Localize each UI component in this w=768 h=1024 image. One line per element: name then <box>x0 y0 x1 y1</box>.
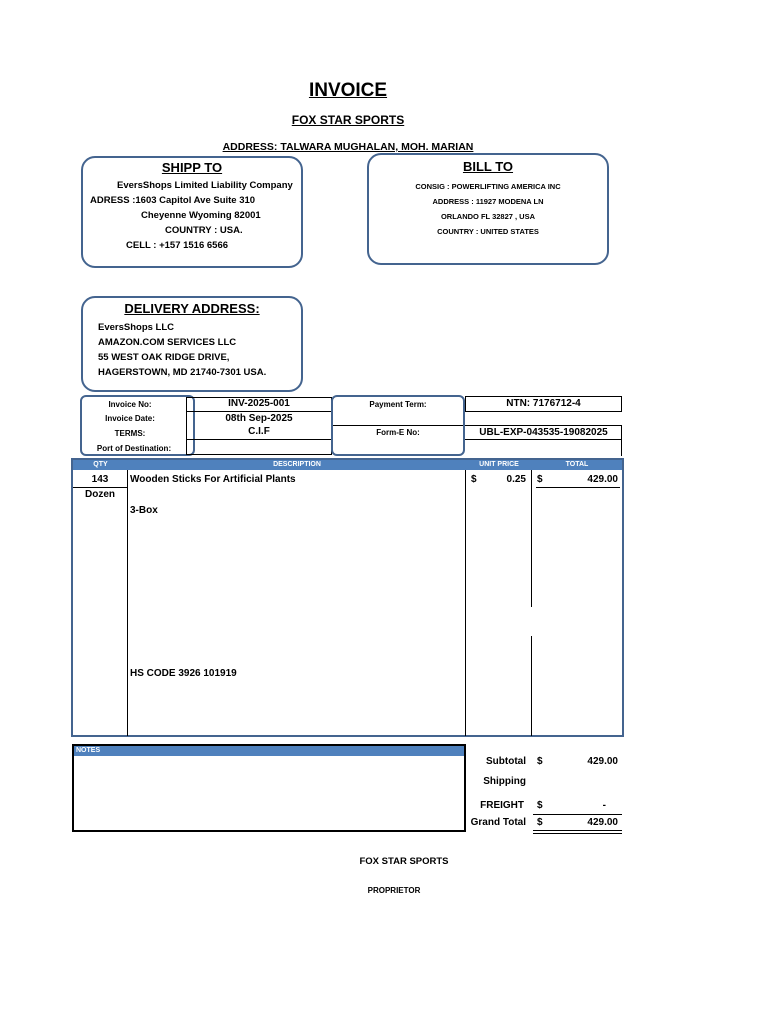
company-address: ADDRESS: TALWARA MUGHALAN, MOH. MARIAN <box>222 141 474 153</box>
col-header-total: TOTAL <box>532 460 622 470</box>
footer-role: PROPRIETOR <box>367 886 421 895</box>
notes-label: NOTES <box>74 746 464 756</box>
grid-line <box>186 411 332 412</box>
bill-to-line: ADDRESS : 11927 MODENA LN <box>432 197 544 206</box>
delivery-line: EversShops LLC <box>98 322 175 333</box>
notes-box <box>72 744 466 832</box>
delivery-heading: DELIVERY ADDRESS: <box>124 301 260 316</box>
freight-value: - <box>602 800 606 811</box>
ship-to-line: CELL : +157 1516 6566 <box>126 240 229 251</box>
freight-label: FREIGHT <box>480 800 524 811</box>
col-divider <box>465 470 466 736</box>
invoice-no-label: Invoice No: <box>108 400 152 409</box>
col-divider <box>531 470 532 607</box>
col-header-description: DESCRIPTION <box>128 460 466 470</box>
items-table <box>71 458 624 737</box>
grid-line <box>333 425 463 426</box>
col-divider <box>127 470 128 736</box>
delivery-box <box>81 296 303 392</box>
item-unit: Dozen <box>85 489 115 500</box>
grand-total-currency: $ <box>537 817 543 828</box>
footer-company: FOX STAR SPORTS <box>359 856 449 867</box>
forme-label: Form-E No: <box>376 428 420 437</box>
freight-currency: $ <box>537 800 543 811</box>
total-currency: $ <box>537 474 543 485</box>
bill-to-line: CONSIG : POWERLIFTING AMERICA INC <box>415 182 561 191</box>
grid-line <box>465 425 622 426</box>
total-double-rule <box>533 830 622 831</box>
grand-total-value: 429.00 <box>587 817 618 828</box>
grid-line <box>465 439 622 440</box>
ntn-value: NTN: 7176712-4 <box>506 398 581 409</box>
invoice-date-label: Invoice Date: <box>105 414 155 423</box>
port-destination-label: Port of Destination: <box>96 444 172 453</box>
invoice-title: INVOICE <box>308 80 388 101</box>
total-value: 429.00 <box>587 474 618 485</box>
col-header-qty: QTY <box>73 460 128 470</box>
ship-to-line: EversShops Limited Liability Company <box>117 180 293 191</box>
grand-total-label: Grand Total <box>470 817 526 828</box>
total-rule <box>533 814 622 815</box>
item-qty: 143 <box>91 474 109 485</box>
ship-to-line: ADRESS :1603 Capitol Ave Suite 310 <box>90 195 256 206</box>
row-line <box>536 487 620 488</box>
unit-price-value: 0.25 <box>506 474 526 485</box>
shipping-label: Shipping <box>483 776 526 787</box>
bill-to-lines <box>369 179 607 239</box>
subtotal-label: Subtotal <box>486 756 526 767</box>
invoice-date-value: 08th Sep-2025 <box>225 413 293 424</box>
ship-to-heading: SHIPP TO <box>161 160 223 175</box>
terms-value: C.I.F <box>248 426 270 437</box>
grid-line <box>186 439 332 440</box>
item-hs-code: HS CODE 3926 101919 <box>130 668 237 679</box>
col-header-unit-price: UNIT PRICE <box>466 460 532 470</box>
ship-to-lines <box>83 178 301 253</box>
delivery-lines <box>98 320 266 380</box>
bill-to-heading: BILL TO <box>462 159 514 174</box>
ship-to-line: Cheyenne Wyoming 82001 <box>141 210 261 221</box>
delivery-line: HAGERSTOWN, MD 21740-7301 USA. <box>98 367 267 378</box>
ship-to-line: COUNTRY : USA. <box>165 225 243 236</box>
item-description: Wooden Sticks For Artificial Plants <box>130 474 296 485</box>
total-double-rule <box>533 833 622 834</box>
subtotal-currency: $ <box>537 756 543 767</box>
bill-to-box <box>367 153 609 265</box>
payment-term-label: Payment Term: <box>369 400 427 409</box>
invoice-no-value: INV-2025-001 <box>228 398 290 409</box>
bill-to-line: COUNTRY : UNITED STATES <box>437 227 539 236</box>
delivery-line: AMAZON.COM SERVICES LLC <box>98 337 237 348</box>
company-name: FOX STAR SPORTS <box>291 113 405 127</box>
forme-value: UBL-EXP-043535-19082025 <box>479 427 608 438</box>
subtotal-value: 429.00 <box>587 756 618 767</box>
unit-price-currency: $ <box>471 474 477 485</box>
item-box: 3-Box <box>130 505 158 516</box>
terms-label: TERMS: <box>114 429 146 438</box>
col-divider <box>531 636 532 736</box>
row-line <box>73 487 127 488</box>
ship-to-box <box>81 156 303 268</box>
delivery-line: 55 WEST OAK RIDGE DRIVE, <box>98 352 230 363</box>
bill-to-line: ORLANDO FL 32827 , USA <box>440 212 536 221</box>
